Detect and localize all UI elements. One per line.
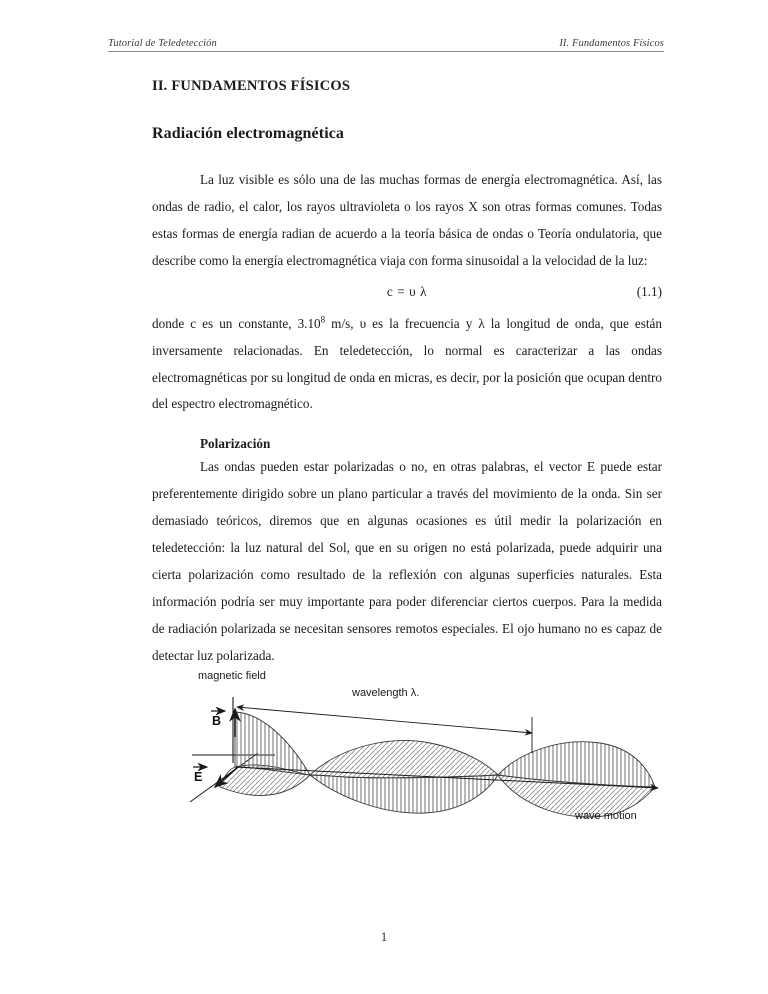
vector-b-label: B	[212, 714, 222, 728]
page-number: 1	[380, 930, 388, 944]
b-field-lobe-1	[235, 712, 310, 775]
b-field-lobe-2	[310, 775, 498, 813]
paragraph-definitions	[152, 311, 662, 419]
subsection-title-polarizacion: Polarización	[200, 436, 271, 452]
equation-row	[152, 279, 662, 307]
running-header	[108, 38, 664, 52]
magnetic-field-label: magnetic field	[198, 670, 266, 682]
section-title: Radiación electromagnética	[152, 125, 345, 142]
paragraph-intro: La luz visible es sólo una de las muchas formas de energía electromagnética. Así, las ondas de radio, el calor, los rayos ultravioleta o los rayos X son otras formas comunes. Todas estas formas de energía radian de acuerdo a la teoría básica de ondas o Teoría ondulatoria, que describe como la energía electromagnética viaja con forma sinusoidal a la velocidad de la luz:	[152, 172, 662, 268]
wave-motion-label: wave motion	[575, 810, 637, 822]
document-body	[152, 78, 662, 670]
equation-body: c = υ λ	[386, 283, 428, 299]
header-left-text: Tutorial de Teledetección	[108, 38, 217, 49]
wavelength-arrow	[237, 707, 532, 733]
equation-number: (1.1)	[636, 283, 662, 299]
electromagnetic-wave-figure	[180, 655, 670, 840]
paragraph-definitions-pre: donde c es un constante, 3.10	[152, 315, 321, 331]
chapter-title: II. FUNDAMENTOS FÍSICOS	[152, 78, 351, 94]
exponent-superscript: 8	[320, 314, 326, 325]
header-right-text: II. Fundamentos Físicos	[559, 38, 664, 49]
wavelength-label: wavelength λ.	[352, 687, 420, 699]
paragraph-definitions-post: m/s, υ es la frecuencia y λ la longitud de onda, que están inversamente relacionadas. En teledetección, lo normal es caracterizar a las ondas electromagnéticas por su longitud de onda en micras, es decir, por la posición que ocupan dentro del espectro electromagnético.	[152, 315, 662, 412]
vector-e-label: E	[194, 770, 203, 784]
paragraph-polarizacion: Las ondas pueden estar polarizadas o no, en otras palabras, el vector E puede estar preferentemente dirigido sobre un plano particular a través del movimiento de la onda. Sin ser demasiado teóricos, diremos que en algunas ocasiones es útil medir la polarización en teledetección: la luz natural del Sol, que en su origen no está polarizada, puede adquirir una cierta polarización como resultado de la reflexión con algunas superficies naturales. Esta información podría ser muy importante para poder diferenciar ciertos cuerpos. Para la medida de radiación polarizada se necesitan sensores remotos especiales. El ojo humano no es capaz de detectar luz polarizada.	[152, 459, 662, 663]
